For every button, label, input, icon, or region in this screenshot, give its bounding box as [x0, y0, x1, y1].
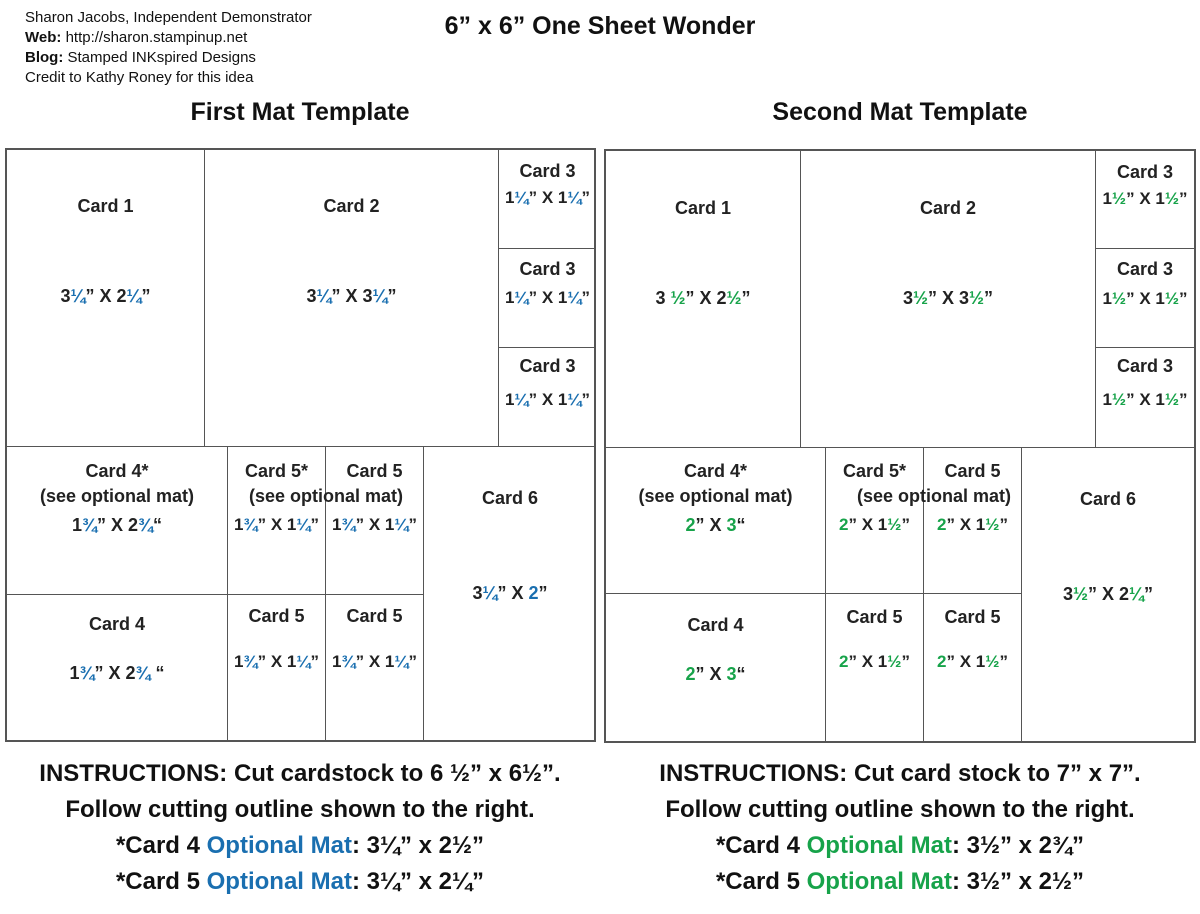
web-url: http://sharon.stampinup.net — [65, 29, 248, 46]
card-label: Card 5 — [346, 606, 403, 626]
instruction-line: INSTRUCTIONS: Cut cardstock to 6 ½” x 6½”. — [39, 760, 561, 787]
card-dimensions: 1¼” X 1¼” — [504, 288, 591, 307]
first-card3-middle — [499, 249, 596, 348]
card-label: Card 1 — [77, 196, 134, 216]
first-card5-top-right — [326, 447, 424, 595]
card-dimensions: 1¼” X 1¼” — [504, 390, 591, 409]
second-card5-bottom-left — [826, 594, 924, 741]
card-dimensions: 3¼” X 2¼” — [60, 286, 151, 306]
first-card2 — [205, 150, 499, 447]
card-label: Card 5 — [944, 607, 1001, 627]
card-label: Card 5* — [244, 461, 309, 481]
first-card5-optional — [228, 447, 326, 595]
card-dimensions: 1¾” X 2¾“ — [71, 515, 163, 535]
card-dimensions: 1½” X 1½” — [1102, 189, 1188, 208]
second-card1 — [606, 151, 801, 448]
instruction-line: INSTRUCTIONS: Cut card stock to 7” x 7”. — [659, 760, 1141, 787]
second-card3-bottom — [1096, 348, 1194, 448]
card-dimensions: 2” X 1½” — [839, 515, 910, 534]
first-card3-top — [499, 150, 596, 249]
first-card3-bottom — [499, 348, 596, 447]
card-label: Card 3 — [1116, 356, 1174, 376]
card-dimensions: 1½” X 1½” — [1102, 390, 1188, 409]
card-dimensions: 3 ½” X 2½” — [655, 288, 751, 308]
instruction-line: *Card 5 Optional Mat: 3½” x 2½” — [715, 868, 1085, 895]
card-dimensions: 1¾” X 1¼” — [233, 515, 320, 534]
card-dimensions: 1¾” X 2¾ “ — [69, 663, 165, 683]
card-label: Card 5 — [248, 606, 305, 626]
second-card3-middle — [1096, 249, 1194, 348]
first-card6 — [424, 447, 596, 742]
second-card5-top-right — [924, 448, 1022, 594]
first-instructions — [0, 756, 600, 900]
first-mat-title: First Mat Template — [190, 98, 410, 126]
card-label: Card 5 — [346, 461, 403, 481]
card-dimensions: 1¾” X 1¼” — [331, 515, 418, 534]
second-instructions — [600, 756, 1200, 900]
card-label: Card 5 — [846, 607, 903, 627]
second-mat-title: Second Mat Template — [772, 98, 1028, 126]
card-label: Card 4 — [687, 615, 744, 635]
blog-label: Blog: — [25, 49, 64, 66]
card-dimensions: 1¾” X 1¼” — [331, 652, 418, 671]
card-dimensions: 2” X 3“ — [685, 664, 746, 684]
second-card5-optional — [826, 448, 924, 594]
card-label: Card 2 — [323, 196, 380, 216]
card-label: Card 3 — [519, 161, 576, 181]
card-label: Card 2 — [919, 198, 977, 218]
card-label: Card 4* — [85, 461, 149, 481]
card-label: Card 6 — [1079, 489, 1137, 509]
card-label: Card 1 — [674, 198, 732, 218]
second-card6 — [1022, 448, 1194, 741]
credit-line: Credit to Kathy Roney for this idea — [25, 69, 254, 86]
blog-line — [25, 48, 312, 68]
first-card5-bottom-right — [326, 595, 424, 742]
second-card4 — [606, 594, 826, 741]
first-card5-bottom-left — [228, 595, 326, 742]
second-card4-optional — [606, 448, 826, 594]
web-label: Web: — [25, 29, 62, 46]
card-label: Card 3 — [519, 356, 576, 376]
card-note: (see optional mat) — [39, 486, 195, 506]
card-dimensions: 3½” X 3½” — [902, 288, 994, 308]
first-card4 — [7, 595, 228, 742]
card-label: Card 5 — [944, 461, 1001, 481]
card-note: (see optional mat) — [638, 486, 793, 506]
instruction-line: *Card 4 Optional Mat: 3¼” x 2½” — [115, 832, 485, 859]
card-dimensions: 1½” X 1½” — [1102, 289, 1188, 308]
second-mat-template — [604, 149, 1196, 743]
card-label: Card 5* — [842, 461, 907, 481]
second-card5-note: (see optional mat) — [856, 486, 1012, 506]
second-card3-top — [1096, 151, 1194, 249]
first-card5-note: (see optional mat) — [248, 486, 404, 506]
card-dimensions: 3½” X 2¼” — [1062, 584, 1154, 604]
card-label: Card 3 — [519, 259, 576, 279]
card-dimensions: 3¼” X 2” — [472, 583, 548, 603]
card-dimensions: 2” X 1½” — [839, 652, 910, 671]
card-label: Card 4* — [683, 461, 748, 481]
card-dimensions: 2” X 3“ — [685, 515, 746, 535]
card-dimensions: 3¼” X 3¼” — [306, 286, 397, 306]
instruction-line: *Card 5 Optional Mat: 3¼” x 2¼” — [115, 868, 485, 895]
card-dimensions: 1¾” X 1¼” — [233, 652, 320, 671]
card-label: Card 3 — [1116, 259, 1174, 279]
instruction-line: *Card 4 Optional Mat: 3½” x 2¾” — [715, 832, 1085, 859]
instruction-line: Follow cutting outline shown to the right. — [665, 796, 1135, 823]
card-dimensions: 2” X 1½” — [937, 652, 1008, 671]
instruction-line: Follow cutting outline shown to the right. — [65, 796, 535, 823]
author-name: Sharon Jacobs, Independent Demonstrator — [25, 9, 312, 26]
first-card1 — [7, 150, 205, 447]
blog-name: Stamped INKspired Designs — [67, 49, 256, 66]
card-label: Card 4 — [88, 614, 146, 634]
card-label: Card 6 — [481, 488, 539, 508]
card-label: Card 3 — [1116, 162, 1174, 182]
second-card5-bottom-right — [924, 594, 1022, 741]
page-title: 6” x 6” One Sheet Wonder — [444, 12, 756, 40]
first-mat-template — [5, 148, 596, 742]
card-dimensions: 2” X 1½” — [937, 515, 1008, 534]
first-card4-optional — [7, 447, 228, 595]
card-dimensions: 1¼” X 1¼” — [504, 188, 591, 207]
second-card2 — [801, 151, 1096, 448]
